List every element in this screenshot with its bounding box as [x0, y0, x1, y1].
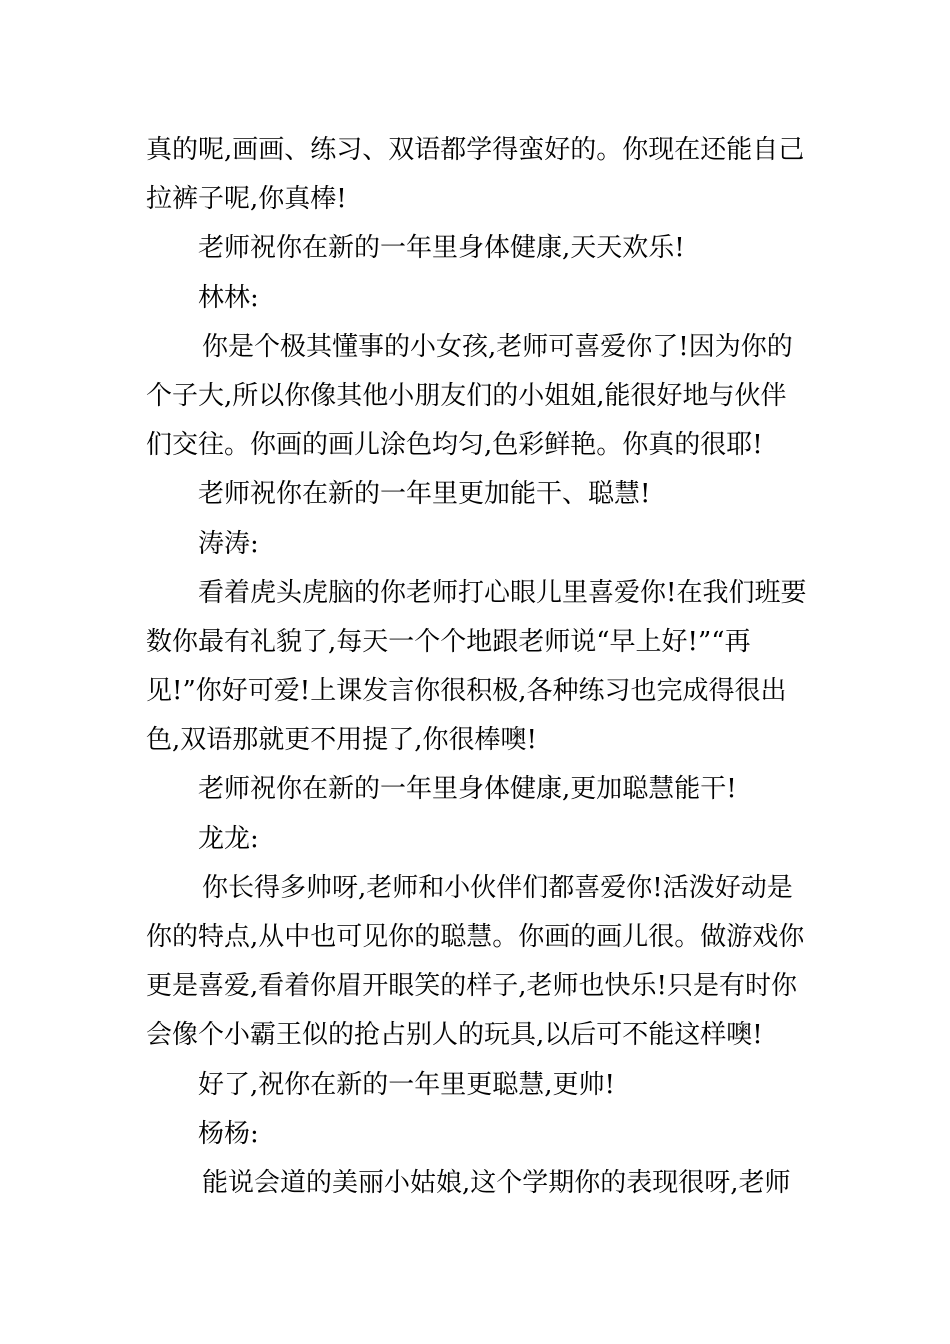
text-line: 你是个极其懂事的小女孩,老师可喜爱你了!因为你的 — [202, 331, 793, 362]
text-line: 真的呢,画画、练习、双语都学得蛮好的。你现在还能自己 — [146, 135, 805, 165]
text-line: 老师祝你在新的一年里身体健康,更加聪慧能干! — [198, 774, 737, 805]
text-line: 个子大,所以你像其他小朋友们的小姐姐,能很好地与伙伴 — [146, 380, 787, 411]
text-line: 你长得多帅呀,老师和小伙伴们都喜爱你!活泼好动是 — [202, 872, 793, 903]
text-line: 看着虎头虎脑的你老师打心眼儿里喜爱你!在我们班要 — [198, 577, 807, 608]
section-heading: 杨杨: — [198, 1118, 259, 1149]
text-line: 色,双语那就更不用提了,你很棒噢! — [146, 725, 537, 756]
text-line: 见!”你好可爱!上课发言你很积极,各种练习也完成得很出 — [146, 676, 787, 707]
text-line: 能说会道的美丽小姑娘,这个学期你的表现很呀,老师 — [202, 1167, 791, 1198]
text-line: 会像个小霸王似的抢占别人的玩具,以后可不能这样噢! — [146, 1020, 763, 1051]
text-line: 们交往。你画的画儿涂色均匀,色彩鲜艳。你真的很耶! — [146, 430, 763, 461]
text-line: 拉裤子呢,你真棒! — [146, 184, 347, 215]
section-heading: 龙龙: — [198, 823, 259, 854]
text-line: 更是喜爱,看着你眉开眼笑的样子,老师也快乐!只是有时你 — [146, 971, 797, 1002]
text-line: 数你最有礼貌了,每天一个个地跟老师说“早上好!”“再 — [146, 626, 751, 657]
text-line: 好了,祝你在新的一年里更聪慧,更帅! — [198, 1069, 615, 1100]
text-line: 老师祝你在新的一年里身体健康,天天欢乐! — [198, 233, 685, 264]
text-line: 老师祝你在新的一年里更加能干、聪慧! — [198, 479, 651, 510]
text-line: 你的特点,从中也可见你的聪慧。你画的画儿很。做游戏你 — [146, 922, 805, 952]
section-heading: 涛涛: — [198, 528, 259, 559]
section-heading: 林林: — [198, 282, 259, 313]
body-text — [146, 126, 814, 1208]
